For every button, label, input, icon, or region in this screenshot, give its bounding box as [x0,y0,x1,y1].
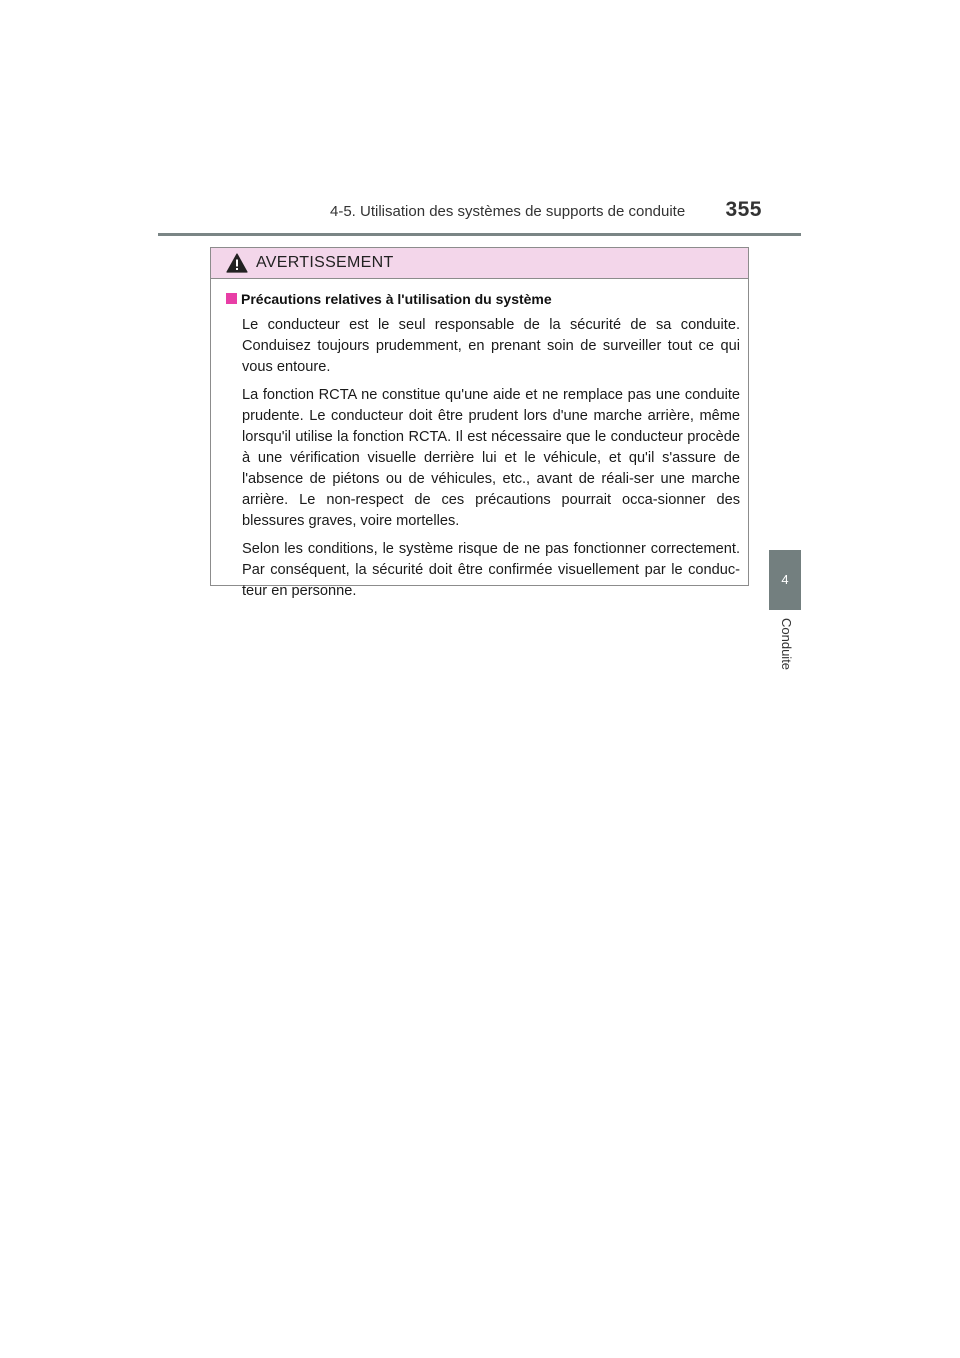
warning-header [211,248,748,279]
square-bullet-icon [226,293,237,304]
warning-paragraph: La fonction RCTA ne constitue qu'une aide et ne remplace pas une conduite prudente. Le conducteur doit être prudent lors d'une marche arrière, même lorsqu'il utilise la fonction RCTA. Il est nécessaire que le conducteur procède à une vérification visuelle derrière lui et le véhicule, et qu'il s'assure de l'absence de piétons ou de véhicules, etc., avant de réali-ser une marche arrière. Le non-respect de ces précautions pourrait occa-sionner des blessures graves, voire mortelles. [242,387,740,529]
section-title: 4-5. Utilisation des systèmes de supports de conduite [330,203,686,220]
warning-body [211,279,748,602]
page-number: 355 [725,198,762,221]
warning-paragraph: Selon les conditions, le système risque de ne pas fonctionner correctement. Par conséquent, la sécurité doit être confirmée visuellement par le conduc-teur en personne. [242,541,740,599]
chapter-label-container [772,618,800,688]
header-divider [158,233,801,236]
section-heading-text: Précautions relatives à l'utilisation du système [241,291,552,307]
chapter-number: 4 [781,572,789,587]
section-heading [226,289,740,309]
warning-box [210,247,749,599]
chapter-tab [769,550,801,610]
warning-title: AVERTISSEMENT [256,254,394,271]
warning-triangle-icon [226,253,248,273]
warning-paragraph: Le conducteur est le seul responsable de la sécurité de sa conduite. Conduisez toujours prudemment, en prenant soin de surveiller tout ce qui vous entoure. [242,317,740,375]
chapter-label: Conduite [779,618,794,671]
